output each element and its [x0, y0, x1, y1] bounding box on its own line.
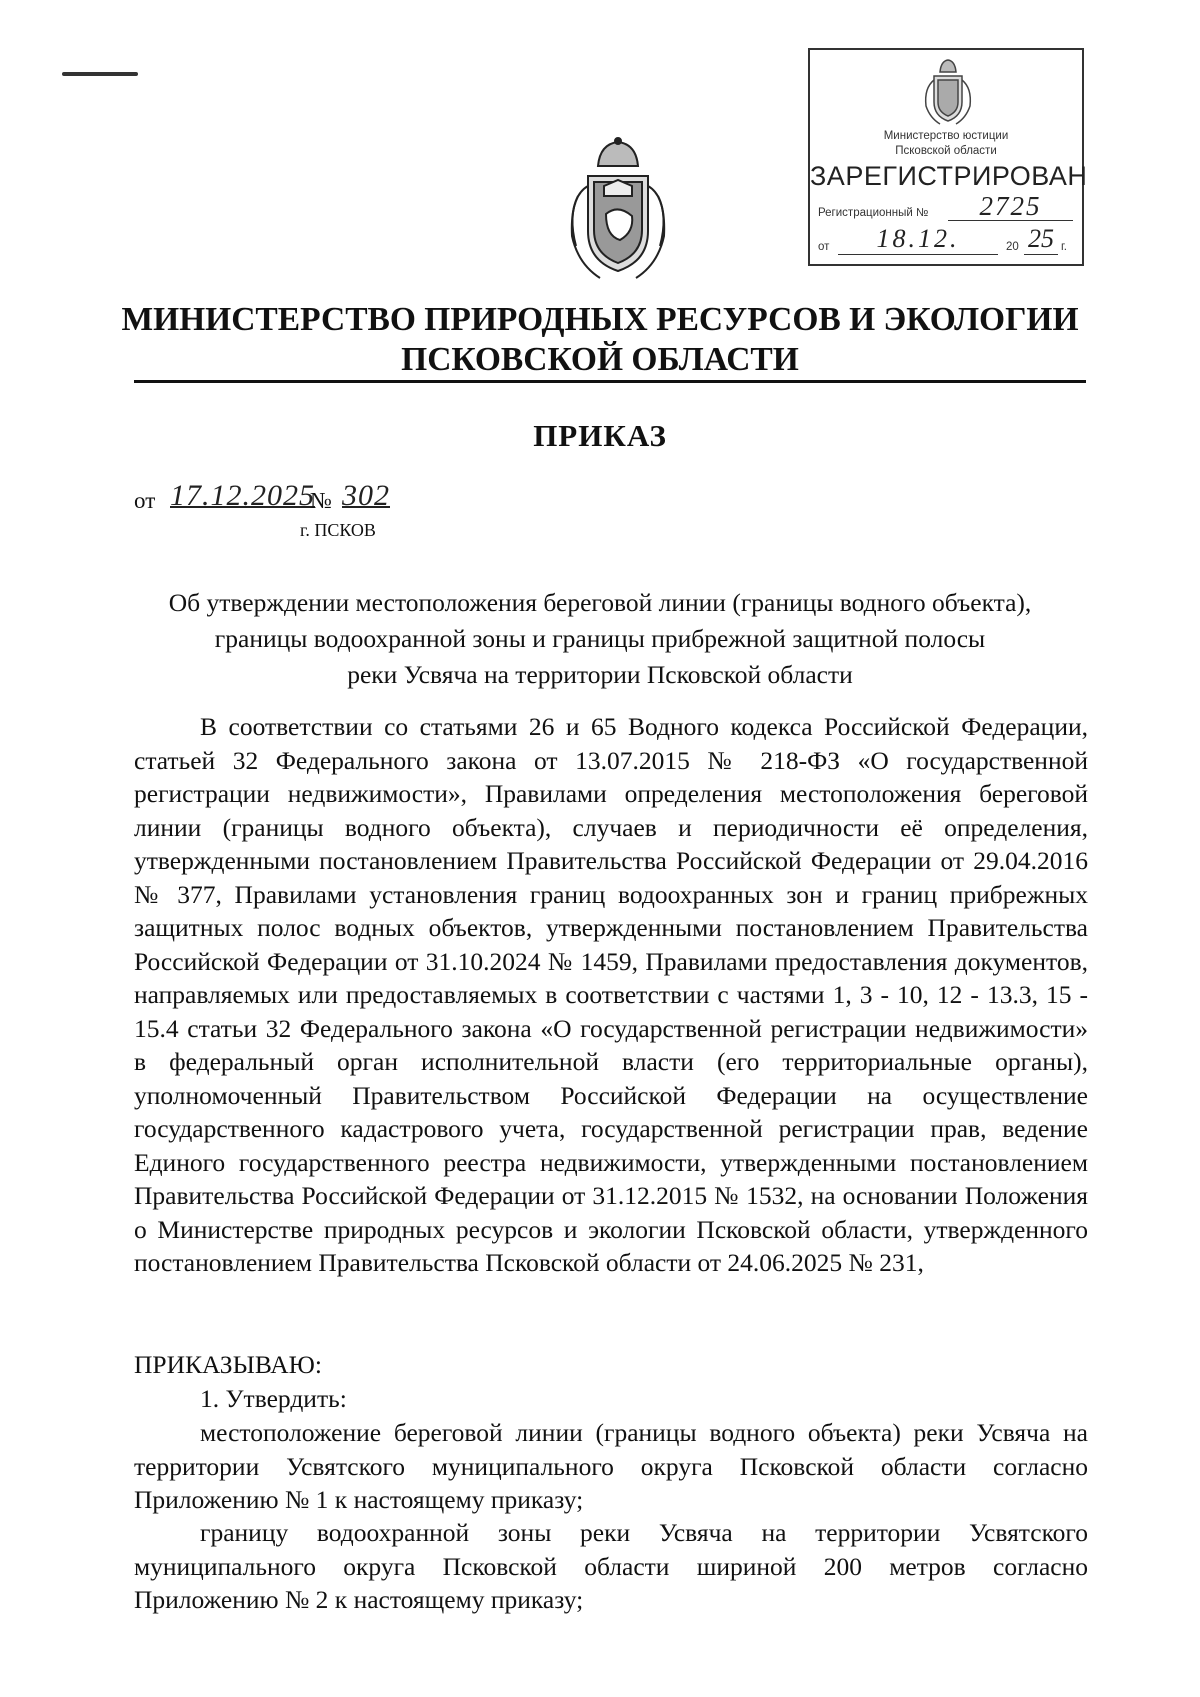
item-1-paragraph-2: границу водоохранной зоны реки Усвяча на территории Усвятского муниципального округа Псковской области шириной 200 метров согласно Приложению № 2 к настоящему приказу; [134, 1518, 1088, 1614]
stamp-year-suffix: г. [1061, 241, 1067, 253]
order-city: г. ПСКОВ [300, 520, 376, 540]
item-1-heading: 1. Утвердить: [200, 1384, 347, 1413]
item-1-paragraph-1: местоположение береговой линии (границы водного объекта) реки Усвяча на территории Усвятского муниципального округа Псковской области согласно Приложению № 1 к настоящему приказу; [134, 1418, 1088, 1514]
order-date-label: от [134, 488, 156, 513]
stamp-reg-number: 2725 [979, 191, 1042, 221]
registration-stamp [808, 48, 1088, 266]
subject-line3: реки Усвяча на территории Псковской области [347, 660, 853, 689]
stamp-from-date: 18.12. [876, 224, 960, 253]
stamp-org-line1: Министерство юстиции [883, 130, 1009, 142]
document-type: ПРИКАЗ [533, 418, 667, 453]
stamp-reg-underline [948, 220, 1073, 221]
order-date: 17.12.2025 [170, 479, 315, 512]
decree-word: ПРИКАЗЫВАЮ: [134, 1350, 322, 1379]
subject-line1: Об утверждении местоположения береговой линии (границы водного объекта), [168, 588, 1032, 617]
stamp-coat-of-arms-icon [918, 58, 978, 126]
ministry-name-line1: МИНИСТЕРСТВО ПРИРОДНЫХ РЕСУРСОВ И ЭКОЛОГИИ [121, 301, 1079, 338]
order-number-label: № [310, 488, 332, 513]
subject-line2: границы водоохранной зоны и границы прибрежной защитной полосы [214, 624, 986, 653]
stamp-year-prefix: 20 [1006, 241, 1019, 253]
stamp-org-line2: Псковской области [895, 145, 997, 157]
header-divider [134, 380, 1086, 383]
order-number: 302 [342, 479, 390, 512]
coat-of-arms-icon [548, 136, 688, 286]
stamp-from-label: от [818, 241, 830, 253]
stamp-year-value: 25 [1028, 224, 1054, 253]
scan-mark [62, 72, 138, 76]
stamp-date-underline [838, 254, 998, 255]
stamp-year-underline [1024, 254, 1058, 255]
ministry-name-line2: ПСКОВСКОЙ ОБЛАСТИ [401, 341, 799, 378]
preamble-paragraph: В соответствии со статьями 26 и 65 Водного кодекса Российской Федерации, статьей 32 Федерального закона от 13.07.2015 № 218-ФЗ «О государственной регистрации недвижимости», Правилами определения местоположения береговой линии (границы водного объекта), случаев и периодичности её определения, утвержденными постановлением Правительства Российской Федерации от 29.04.2016 № 377, Правилами установления границ водоохранных зон и границ прибрежных защитных полос водных объектов, утвержденными постановлением Правительства Российской Федерации от 31.10.2024 № 1459, Правилами предоставления документов, направляемых или предоставляемых в соответствии с частями 1, 3 - 10, 12 - 13.3, 15 - 15.4 статьи 32 Федерального закона «О государственной регистрации недвижимости» в федеральный орган исполнительной власти (его территориальные органы), уполномоченный Правительством Российской Федерации на осуществление государственного кадастрового учета, государственной регистрации прав, ведение Единого государственного реестра недвижимости, утвержденными постановлением Правительства Российской Федерации от 31.12.2015 № 1532, на основании Положения о Министерстве природных ресурсов и экологии Псковской области, утвержденного постановлением Правительства Псковской области от 24.06.2025 № 231, [134, 712, 1088, 1277]
stamp-status: ЗАРЕГИСТРИРОВАН [810, 161, 1088, 191]
stamp-reg-label: Регистрационный № [818, 207, 929, 219]
